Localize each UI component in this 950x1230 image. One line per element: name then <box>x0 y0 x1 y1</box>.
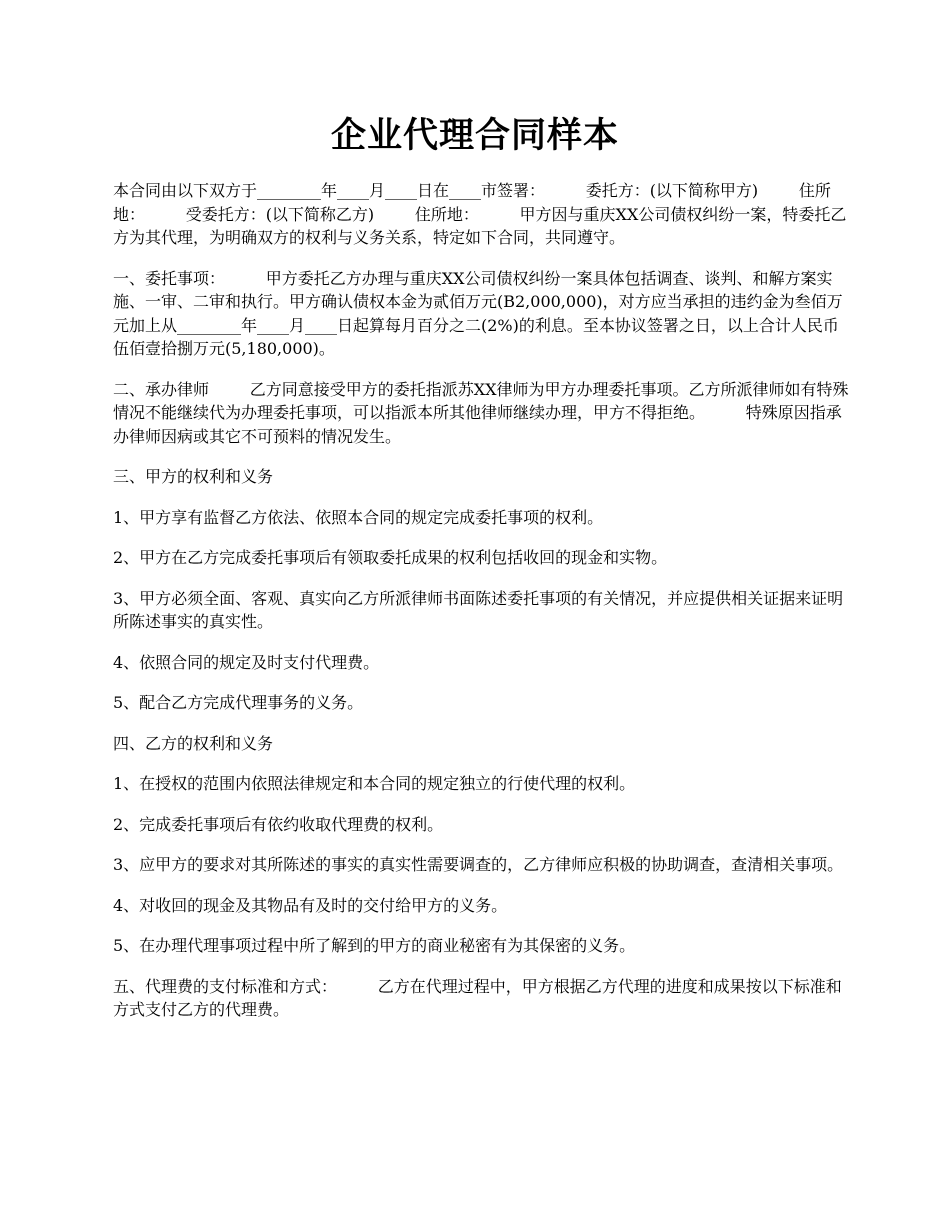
section-2-paragraph: 二、承办律师 乙方同意接受甲方的委托指派苏XX律师为甲方办理委托事项。乙方所派律师如有特殊情况不能继续代为办理委托事项，可以指派本所其他律师继续办理，甲方不得拒绝。 特殊原因指承办律师因病或其它不可预料的情况发生。 <box>113 379 849 446</box>
section-3-item-5: 5、配合乙方完成代理事务的义务。 <box>113 693 364 712</box>
section-4-item-2: 2、完成委托事项后有依约收取代理费的权利。 <box>113 814 444 834</box>
document-body <box>113 179 853 1039</box>
section-3-item-2: 2、甲方在乙方完成委托事项后有领取委托成果的权利包括收回的现金和实物。 <box>113 548 668 567</box>
section-1-paragraph: 一、委托事项： 甲方委托乙方办理与重庆XX公司债权纠纷一案具体包括调查、谈判、和解方案实施、一审、二审和执行。甲方确认债权本金为贰佰万元(B2,000,000)，对方应当承担的违约金为叁佰万元加上从________年____月____日起算每月百分之二(2%)的利息。至本协议签署之日，以上合计人民币伍佰壹拾捌万元(5,180,000)。 <box>113 268 843 358</box>
section-3-item-1: 1、甲方享有监督乙方依法、依照本合同的规定完成委托事项的权利。 <box>113 507 604 527</box>
section-3-item-4: 4、依照合同的规定及时支付代理费。 <box>113 652 380 672</box>
section-4-item-4: 4、对收回的现金及其物品有及时的交付给甲方的义务。 <box>113 895 508 915</box>
section-3-item-3: 3、甲方必须全面、客观、真实向乙方所派律师书面陈述委托事项的有关情况，并应提供相关证据来证明所陈述事实的真实性。 <box>113 588 844 631</box>
section-4-item-3: 3、应甲方的要求对其所陈述的事实的真实性需要调查的，乙方律师应积极的协助调查，查清相关事项。 <box>113 855 844 874</box>
section-4-item-5: 5、在办理代理事项过程中所了解到的甲方的商业秘密有为其保密的义务。 <box>113 936 636 955</box>
intro-paragraph: 本合同由以下双方于________年____月____日在____市签署： 委托方：(以下简称甲方) 住所地： 受委托方：(以下简称乙方) 住所地： 甲方因与重庆XX公司债权纠纷一案，特委托乙方为其代理，为明确双方的权利与义务关系，特定如下合同，共同遵守。 <box>113 181 847 247</box>
section-4-item-1: 1、在授权的范围内依照法律规定和本合同的规定独立的行使代理的权利。 <box>113 774 636 793</box>
section-3-heading: 三、甲方的权利和义务 <box>113 467 274 486</box>
section-5-paragraph: 五、代理费的支付标准和方式： 乙方在代理过程中，甲方根据乙方代理的进度和成果按以下标准和方式支付乙方的代理费。 <box>113 976 842 1019</box>
section-4-heading: 四、乙方的权利和义务 <box>113 733 274 753</box>
document-title: 企业代理合同样本 <box>330 115 619 156</box>
